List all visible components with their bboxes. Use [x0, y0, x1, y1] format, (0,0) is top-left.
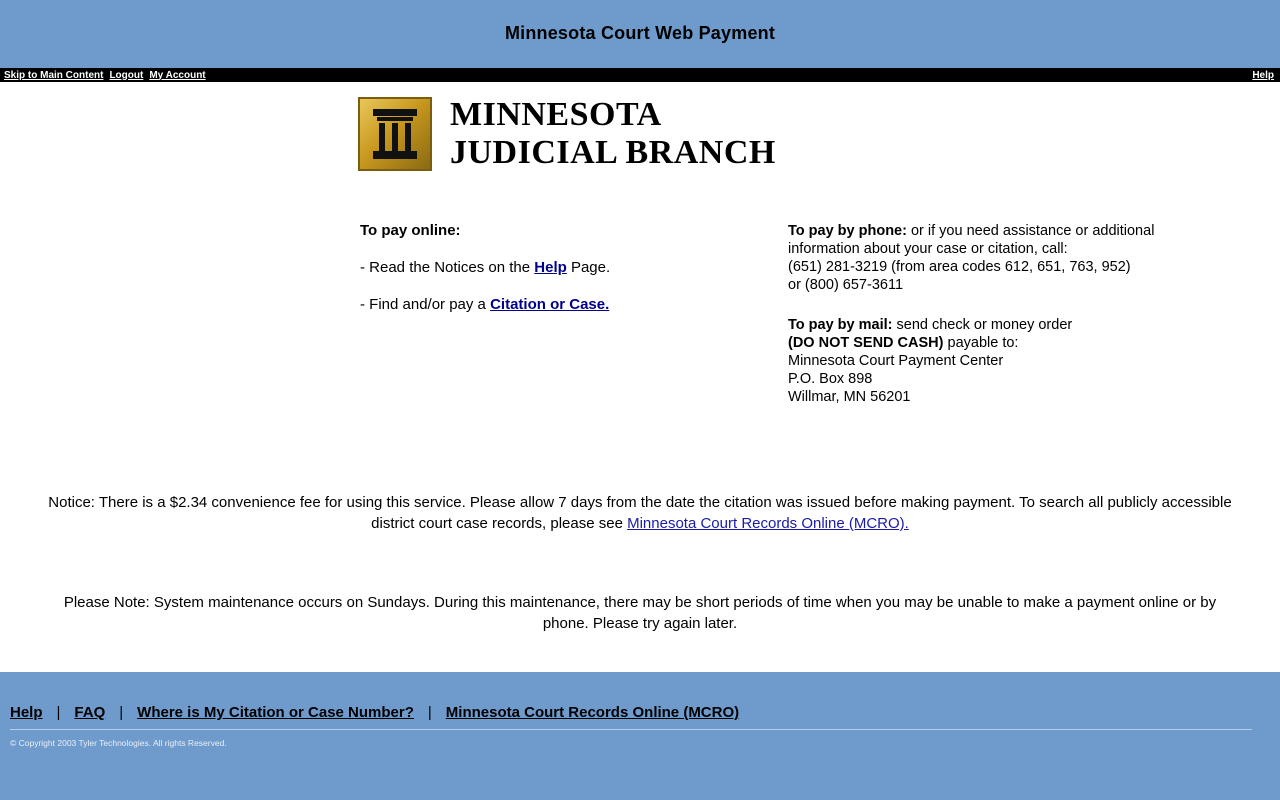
organization-name-line1: MINNESOTA	[450, 96, 662, 133]
convenience-fee-notice-text: Notice: There is a $2.34 convenience fee for using this service. Please allow 7 days from the date the citation was issued before making payment. To search all publicly accessible district court case records, please see	[48, 494, 1232, 532]
help-page-link[interactable]: Help	[534, 259, 567, 276]
mail-address-line2: P.O. Box 898	[788, 371, 873, 387]
window-title-bar	[0, 0, 1280, 68]
skip-to-main-content-link[interactable]: Skip to Main Content	[4, 69, 104, 81]
pay-online-item1-suffix: Page.	[566, 259, 611, 276]
footer-divider	[10, 729, 1252, 730]
page-title: Minnesota Court Web Payment	[504, 23, 776, 43]
maintenance-notice-text: Please Note: System maintenance occurs on Sundays. During this maintenance, there may be short periods of time when you may be unable to make a payment online or by phone. Please try again later.	[63, 594, 1217, 632]
footer-link-where-is-my-citation[interactable]: Where is My Citation or Case Number?	[137, 704, 414, 721]
footer-link-faq[interactable]: FAQ	[74, 704, 106, 721]
footer-link-mcro[interactable]: Minnesota Court Records Online (MCRO)	[445, 704, 740, 721]
citation-or-case-link[interactable]: Citation or Case.	[490, 296, 610, 313]
my-account-link[interactable]: My Account	[149, 69, 206, 81]
convenience-fee-notice	[0, 492, 1280, 534]
footer-separator-2: |	[119, 704, 124, 721]
pay-by-phone-heading: To pay by phone:	[788, 223, 907, 239]
pay-by-phone-text: or if you need assistance or additional information about your case or citation, call:	[788, 223, 1155, 257]
pay-online-heading: To pay online:	[360, 222, 461, 239]
pay-online-item2-prefix: - Find and/or pay a	[360, 296, 491, 313]
top-nav-strip	[0, 68, 1280, 82]
logout-link[interactable]: Logout	[109, 69, 144, 81]
pay-online-item-citation	[360, 296, 780, 313]
pay-by-phone-number2: or (800) 657-3611	[788, 277, 904, 293]
mail-address-line1: Minnesota Court Payment Center	[788, 353, 1004, 369]
pay-by-mail-block	[788, 316, 1218, 406]
pay-online-item-help	[360, 259, 780, 276]
do-not-send-cash-notice: (DO NOT SEND CASH)	[788, 335, 944, 351]
page-footer	[0, 672, 1280, 800]
pay-by-mail-payable: payable to:	[943, 335, 1019, 351]
organization-name	[450, 98, 776, 170]
pay-online-section	[360, 222, 780, 406]
copyright-text: © Copyright 2003 Tyler Technologies. All rights Reserved.	[10, 738, 227, 748]
organization-name-line2: JUDICIAL BRANCH	[450, 134, 776, 171]
mail-address-line3: Willmar, MN 56201	[788, 389, 911, 405]
pay-by-mail-text: send check or money order	[892, 317, 1073, 333]
top-nav-right	[1252, 68, 1274, 82]
branding-header	[0, 82, 1280, 174]
pay-online-item1-prefix: - Read the Notices on the	[360, 259, 535, 276]
judicial-pillar-icon	[358, 97, 432, 171]
pay-by-phone-block	[788, 222, 1218, 294]
help-link-top[interactable]: Help	[1252, 69, 1274, 81]
pay-by-phone-number1: (651) 281-3219 (from area codes 612, 651, 763, 952)	[788, 259, 1131, 275]
mcro-link-notice[interactable]: Minnesota Court Records Online (MCRO).	[627, 515, 909, 532]
footer-separator-3: |	[427, 704, 432, 721]
footer-separator-1: |	[56, 704, 61, 721]
maintenance-notice	[0, 592, 1280, 634]
main-content	[0, 222, 1280, 406]
pay-alternatives-section	[788, 222, 1218, 406]
footer-link-help[interactable]: Help	[10, 704, 43, 721]
pay-by-mail-heading: To pay by mail:	[788, 317, 893, 333]
footer-links	[0, 704, 1280, 721]
